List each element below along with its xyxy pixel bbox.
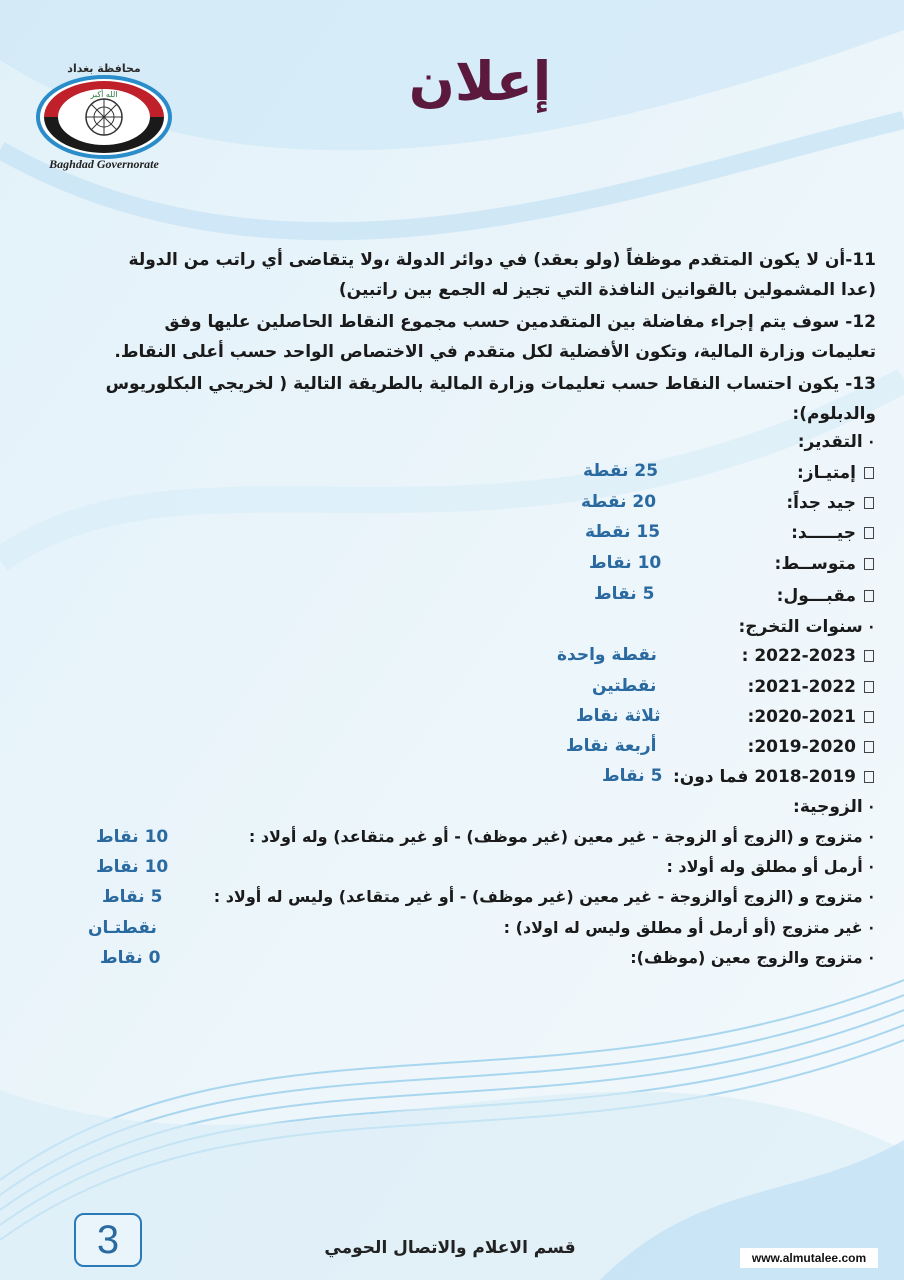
checkbox-square-icon xyxy=(864,467,874,479)
grade-value: 5 نقاط xyxy=(594,584,655,604)
checkbox-square-icon xyxy=(864,527,874,539)
governorate-logo xyxy=(30,62,178,172)
paragraph-12-line-1: 12- سوف يتم إجراء مفاضلة بين المتقدمين حسب مجموع النقاط الحاصلين عليها وفق xyxy=(164,312,876,332)
marital-value: نقطتـان xyxy=(88,918,157,938)
paragraph-12-line-2: تعليمات وزارة المالية، وتكون الأفضلية لكل متقدم في الاختصاص الواحد حسب أعلى النقاط. xyxy=(114,342,876,362)
graduation-heading: ·سنوات التخرج: xyxy=(738,617,874,637)
paragraph-11-line-1: 11-أن لا يكون المتقدم موظفاً (ولو بعقد) في دوائر الدولة ،ولا يتقاضى أي راتب من الدولة xyxy=(128,250,876,270)
paragraph-13-line-2: والدبلوم): xyxy=(792,404,876,424)
graduation-value: أربعة نقاط xyxy=(566,736,657,756)
graduation-value: نقطة واحدة xyxy=(557,645,657,665)
page-number: 3 xyxy=(74,1213,142,1267)
paragraph-11-line-2: (عدا المشمولين بالقوانين النافذة التي تجيز له الجمع بين راتبين) xyxy=(338,280,876,300)
logo-arabic-text: محافظة بغداد xyxy=(67,62,141,75)
graduation-value: نقطتين xyxy=(592,676,657,696)
website-watermark: www.almutalee.com xyxy=(740,1248,878,1268)
grade-value: 15 نقطة xyxy=(585,522,661,542)
grade-item: جيد جداً: xyxy=(786,493,874,513)
checkbox-square-icon xyxy=(864,771,874,783)
grade-value: 25 نقطة xyxy=(583,461,659,481)
checkbox-square-icon xyxy=(864,590,874,602)
marital-value: 10 نقاط xyxy=(96,857,169,877)
checkbox-square-icon xyxy=(864,650,874,662)
graduation-value: 5 نقاط xyxy=(602,766,663,786)
grade-item: جيـــــد: xyxy=(791,523,874,543)
logo-emblem-icon xyxy=(30,62,178,172)
grade-value: 20 نقطة xyxy=(581,492,657,512)
marital-value: 0 نقاط xyxy=(100,948,161,968)
logo-english-text: Baghdad Governorate xyxy=(49,157,159,171)
grade-item: مقبـــول: xyxy=(777,586,874,606)
checkbox-square-icon xyxy=(864,741,874,753)
grade-item: متوســط: xyxy=(775,554,874,574)
graduation-item: 2021-2022: xyxy=(748,677,875,697)
graduation-value: ثلاثة نقاط xyxy=(576,706,661,726)
grades-heading: ·التقدير: xyxy=(797,432,874,452)
marital-heading: ·الزوجية: xyxy=(793,797,874,817)
checkbox-square-icon xyxy=(864,497,874,509)
marital-item: ·أرمل أو مطلق وله أولاد : xyxy=(666,857,874,876)
graduation-item: 2018-2019 فما دون: xyxy=(673,767,874,787)
graduation-item: 2019-2020: xyxy=(748,737,875,757)
marital-value: 5 نقاط xyxy=(102,887,163,907)
checkbox-square-icon xyxy=(864,711,874,723)
graduation-item: 2022-2023 : xyxy=(742,646,874,666)
marital-item: ·متزوج و (الزوج أو الزوجة - غير معين (غير موظف) - أو غير متقاعد) وله أولاد : xyxy=(248,827,874,846)
checkbox-square-icon xyxy=(864,558,874,570)
paragraph-13-line-1: 13- يكون احتساب النقاط حسب تعليمات وزارة المالية بالطريقة التالية ( لخريجي البكلوريوس xyxy=(105,374,876,394)
grade-value: 10 نقاط xyxy=(589,553,662,573)
checkbox-square-icon xyxy=(864,681,874,693)
page-title: إعلان xyxy=(408,50,552,113)
graduation-item: 2020-2021: xyxy=(748,707,875,727)
marital-value: 10 نقاط xyxy=(96,827,169,847)
marital-item: ·غير متزوج (أو أرمل أو مطلق وليس له اولاد) : xyxy=(503,918,874,937)
grade-item: إمتيـاز: xyxy=(797,463,874,483)
footer-department: قسم الاعلام والاتصال الحومي xyxy=(324,1238,576,1258)
marital-item: ·متزوج والزوج معين (موظف): xyxy=(630,948,874,967)
marital-item: ·متزوج و (الزوج أوالزوجة - غير معين (غير موظف) - أو غير متقاعد) وليس له أولاد : xyxy=(213,887,874,906)
svg-text:الله أكبر: الله أكبر xyxy=(90,90,118,99)
